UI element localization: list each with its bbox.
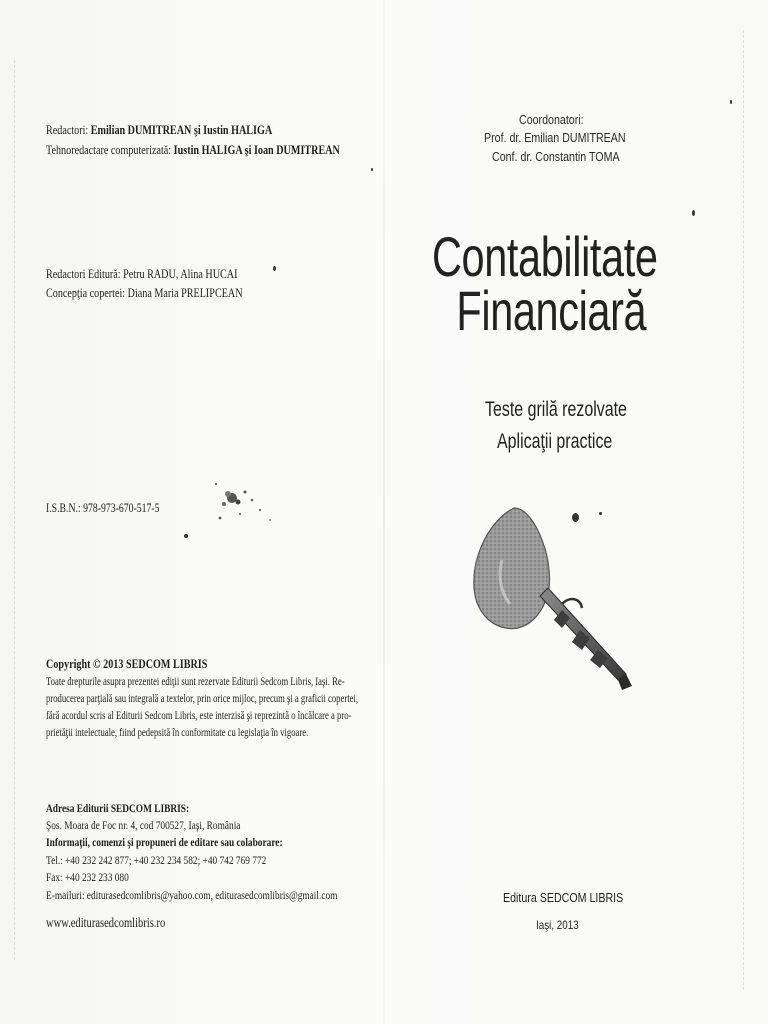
copyright-notice	[46, 673, 358, 741]
scan-speck	[371, 168, 373, 171]
subtitle-2: Aplicaţii practice	[497, 430, 613, 453]
left-page-edge	[14, 60, 16, 960]
editors-line	[46, 122, 272, 138]
telephone: Tel.: +40 232 242 877; +40 232 234 582; +40 742 769 772	[46, 853, 267, 867]
copyright-title: Copyright © 2013 SEDCOM LIBRIS	[46, 656, 208, 671]
scan-speck	[184, 534, 188, 538]
scan-speck	[730, 100, 732, 104]
copyright-line-2: producerea parţială sau integrală a textelor, prin orice mijloc, precum şi a graficii copertei,	[46, 691, 358, 705]
coordinator-1: Prof. dr. Emilian DUMITREAN	[484, 130, 626, 145]
copyright-line-3: fără acordul scris al Editurii Sedcom Libris, este interzisă şi reprezintă o încălcare a pro-	[46, 708, 352, 722]
address-title: Adresa Editurii SEDCOM LIBRIS:	[46, 801, 190, 815]
publisher-name: Editura SEDCOM LIBRIS	[503, 890, 624, 905]
editors-label: Redactori:	[46, 122, 89, 137]
book-title-line-1: Contabilitate	[432, 225, 658, 288]
page-fold	[383, 0, 385, 1024]
cover-design-credit: Concepţia copertei: Diana Maria PRELIPCEAN	[46, 285, 243, 300]
copyright-line-4: prietăţii intelectuale, fiind pedepsită în conformitate cu legislaţia în vigoare.	[46, 725, 309, 739]
scan-specks-cluster	[210, 480, 280, 540]
typesetting-label: Tehnoredactare computerizată:	[46, 142, 172, 157]
coordinator-2: Conf. dr. Constantin TOMA	[492, 149, 620, 164]
subtitle-1: Teste grilă rezolvate	[485, 398, 627, 421]
typesetting-names: Iustin HALIGA şi Ioan DUMITREAN	[173, 142, 340, 157]
right-page-edge	[743, 30, 745, 990]
address-street: Şos. Moara de Foc nr. 4, cod 700527, Iaşi, România	[46, 818, 241, 832]
book-title-line-2: Financiară	[456, 279, 647, 342]
isbn: I.S.B.N.: 978-973-670-517-5	[46, 501, 160, 515]
emails: E-mailuri: editurasedcomlibris@yahoo.com, editurasedcomlibris@gmail.com	[46, 888, 338, 902]
copyright-line-1: Toate drepturile asupra prezentei ediţii sunt rezervate Editurii Sedcom Libris, Iaşi. Re-	[46, 674, 345, 688]
coordinators-label: Coordonatori:	[519, 112, 584, 127]
fax: Fax: +40 232 233 080	[46, 870, 129, 884]
scan-speck	[273, 266, 276, 271]
city-year: Iaşi, 2013	[536, 918, 579, 932]
scan-speck	[692, 210, 695, 216]
info-title: Informaţii, comenzi şi propuneri de editare sau colaborare:	[46, 835, 283, 849]
scan-speck	[572, 513, 579, 522]
publisher-editors: Redactori Editură: Petru RADU, Alina HUCAI	[46, 266, 238, 281]
website: www.editurasedcomlibris.ro	[46, 915, 166, 930]
editors-names: Emilian DUMITREAN şi Iustin HALIGA	[90, 122, 273, 137]
book-title	[432, 225, 658, 342]
typesetting-line	[46, 142, 340, 158]
key-icon	[462, 500, 642, 705]
scan-speck	[599, 512, 602, 515]
